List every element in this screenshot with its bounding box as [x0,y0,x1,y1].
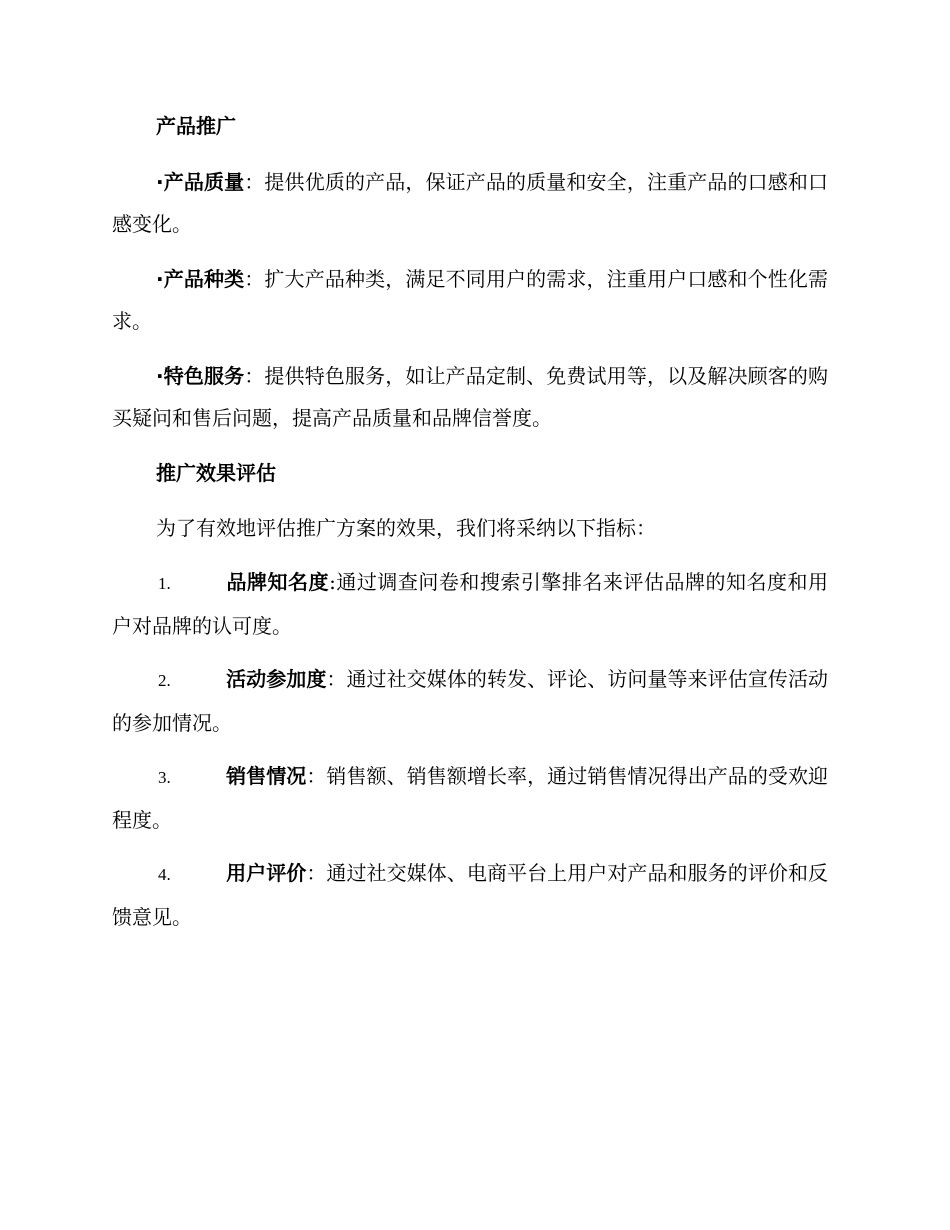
bullet-marker: · [156,267,164,291]
item-number: 2. [158,671,171,690]
item-separator: ： [306,764,327,788]
bullet-term: 产品质量 [163,170,245,194]
bullet-marker: · [156,170,164,194]
bullet-text: 提供优质的产品，保证产品的质量和安全，注重产品的口感和口感变化。 [112,170,829,236]
bullet-item-quality [112,161,828,245]
item-term: 品牌知名度 [226,570,330,594]
bullet-separator: ： [244,364,265,388]
item-term: 销售情况 [226,764,307,788]
numbered-item-sales [112,755,828,841]
item-separator: : [329,570,336,594]
bullet-text: 提供特色服务，如让产品定制、免费试用等，以及解决顾客的购买疑问和售后问题，提高产品质量和品牌信誉度。 [112,364,829,430]
bullet-text: 扩大产品种类，满足不同用户的需求，注重用户口感和个性化需求。 [112,267,829,333]
item-text: 通过社交媒体的转发、评论、访问量等来评估宣传活动的参加情况。 [112,667,829,735]
bullet-term: 特色服务 [163,364,245,388]
item-number: 4. [158,865,171,884]
numbered-item-participation [112,658,828,744]
item-term: 活动参加度 [226,667,327,691]
numbered-item-user-reviews [112,852,828,938]
item-separator: ： [326,667,347,691]
item-text: 通过社交媒体、电商平台上用户对产品和服务的评价和反馈意见。 [112,861,829,929]
section-heading-evaluation: 推广效果评估 [156,461,276,485]
item-text: 通过调查问卷和搜索引擎排名来评估品牌的知名度和用户对品牌的认可度。 [112,570,829,638]
item-term: 用户评价 [226,861,307,885]
item-number: 1. [158,574,171,593]
bullet-separator: ： [244,267,265,291]
section-heading-promotion: 产品推广 [156,114,236,138]
bullet-marker: · [156,364,164,388]
bullet-term: 产品种类 [163,267,245,291]
bullet-separator: ： [244,170,265,194]
item-separator: ： [306,861,327,885]
bullet-item-variety [112,258,828,342]
evaluation-intro: 为了有效地评估推广方案的效果，我们将采纳以下指标： [156,516,656,540]
numbered-item-brand-awareness [112,561,828,647]
item-text: 销售额、销售额增长率，通过销售情况得出产品的受欢迎程度。 [112,764,829,832]
item-number: 3. [158,768,171,787]
bullet-item-service [112,355,828,439]
